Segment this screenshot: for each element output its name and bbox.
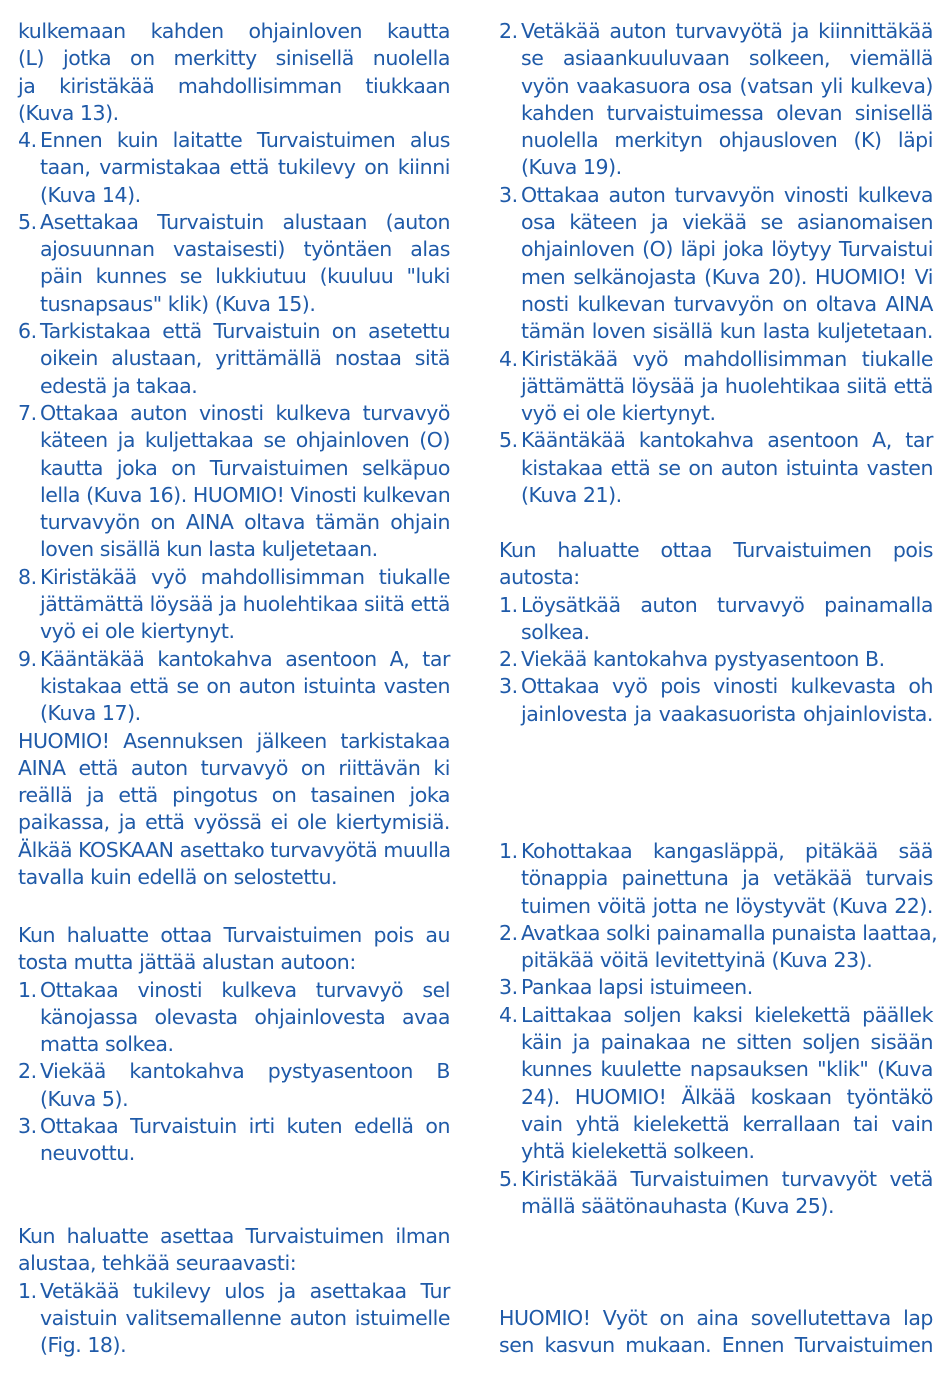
line-text: jainlovesta ja vaakasuorista ohjainlovista.	[521, 701, 933, 726]
text-line	[18, 591, 450, 618]
list-item-line	[18, 400, 450, 427]
line-text: reällä ja että pingotus on tasainen joka	[18, 783, 450, 808]
line-text: (L) jotka on merkitty sinisellä nuolella	[18, 46, 450, 71]
list-item-line	[499, 592, 933, 619]
line-text: känojassa olevasta ohjainlovesta avaa	[40, 1004, 450, 1029]
list-item-line	[18, 1113, 450, 1140]
line-text: HUOMIO! Vyöt on aina sovellutettava lap	[499, 1306, 933, 1330]
line-text: mällä säätönauhasta (Kuva 25).	[521, 1193, 835, 1218]
list-number: 7.	[18, 400, 37, 425]
text-line	[18, 455, 450, 482]
line-text: neuvottu.	[40, 1141, 135, 1166]
list-item-line	[18, 646, 450, 673]
text-line	[18, 755, 450, 782]
text-line	[18, 182, 450, 209]
line-text: kautta joka on Turvaistuimen selkäpuo	[40, 455, 450, 480]
line-text: osa käteen ja viekää se asianomaisen	[521, 210, 933, 235]
line-text: Vetäkää auton turvavyötä ja kiinnittäkää	[521, 19, 933, 43]
left-block-2	[18, 127, 450, 891]
list-number: 1.	[499, 839, 518, 863]
list-item-line	[18, 1278, 450, 1305]
line-text: Löysätkää auton turvavyö painamalla	[521, 592, 933, 617]
text-line	[499, 400, 933, 427]
list-number: 4.	[499, 1002, 518, 1027]
line-text: vyön vaakasuora osa (vatsan yli kulkeva)	[521, 73, 933, 98]
text-line	[18, 482, 450, 509]
line-text: AINA että auton turvavyö on riittävän ki	[18, 755, 450, 780]
line-text: vyö ei ole kiertynyt.	[521, 401, 716, 426]
text-line	[499, 1111, 933, 1138]
text-line	[499, 45, 933, 72]
line-text: solkea.	[521, 619, 590, 644]
text-line	[18, 73, 450, 100]
list-item-line	[499, 182, 933, 209]
line-text: (Kuva 21).	[521, 483, 622, 508]
line-text: taan, varmistakaa että tukilevy on kiinni	[40, 155, 450, 180]
line-text: oikein alustaan, yrittämällä nostaa sitä	[40, 346, 450, 371]
text-line	[18, 345, 450, 372]
left-block-1	[18, 18, 450, 127]
text-line	[18, 782, 450, 809]
left-block-3	[18, 922, 450, 1168]
line-text: alustaa, tehkää seuraavasti:	[18, 1251, 297, 1276]
text-line	[499, 100, 933, 127]
list-number: 6.	[18, 319, 37, 344]
list-item-line	[18, 318, 450, 345]
text-line	[18, 45, 450, 72]
line-text: Viekää kantokahva pystyasentoon B	[40, 1059, 450, 1084]
line-text: ja kiristäkää mahdollisimman tiukkaan	[18, 73, 450, 98]
line-text: Älkää KOSKAAN asettako turvavyötä muulla	[18, 837, 451, 862]
list-number: 3.	[499, 182, 518, 207]
text-line	[18, 100, 450, 127]
text-line	[499, 893, 933, 920]
line-text: kistakaa että se on auton istuinta vasten	[40, 673, 450, 698]
list-number: 5.	[499, 1166, 518, 1191]
line-text: Laittakaa soljen kaksi kielekettä päällek	[521, 1002, 933, 1027]
list-item-line	[499, 18, 933, 45]
line-text: Vetäkää tukilevy ulos ja asettakaa Tur	[40, 1278, 450, 1303]
line-text: nosti kulkevan turvavyön on oltava AINA	[521, 291, 933, 316]
list-item-line	[499, 1166, 933, 1193]
right-block-1	[499, 18, 933, 509]
list-item-line	[18, 1058, 450, 1085]
text-line	[499, 73, 933, 100]
line-text: (Kuva 17).	[40, 701, 141, 726]
line-text: tuimen vöitä jotta ne löystyvät (Kuva 22).	[521, 893, 933, 918]
line-text: tavalla kuin edellä on selostettu.	[18, 865, 338, 890]
text-line	[499, 127, 933, 154]
line-text: men selkänojasta (Kuva 20). HUOMIO! Vi	[521, 264, 933, 289]
line-text: paikassa, ja että vyössä ei ole kiertymisiä.	[18, 810, 450, 835]
line-text: sen kasvun mukaan. Ennen Turvaistuimen	[499, 1333, 933, 1358]
list-number: 1.	[499, 592, 518, 617]
line-text: Kääntäkää kantokahva asentoon A, tar	[521, 428, 933, 453]
line-text: kunnes kuulette napsauksen "klik" (Kuva	[521, 1057, 933, 1082]
text-line	[18, 1086, 450, 1113]
line-text: (Kuva 13).	[18, 100, 119, 125]
text-line	[18, 949, 450, 976]
line-text: lella (Kuva 16). HUOMIO! Vinosti kulkevan	[40, 482, 451, 507]
list-item-line	[18, 127, 450, 154]
text-line	[18, 509, 450, 536]
text-line	[18, 1305, 450, 1332]
left-block-4	[18, 1223, 450, 1359]
text-line	[499, 1056, 933, 1083]
text-line	[18, 373, 450, 400]
line-text: kistakaa että se on auton istuinta vasten	[521, 455, 933, 480]
line-text: 24). HUOMIO! Älkää koskaan työntäkö	[521, 1084, 933, 1109]
list-number: 3.	[18, 1114, 37, 1139]
text-line	[18, 1004, 450, 1031]
text-line	[499, 537, 933, 564]
line-text: (Fig. 18).	[40, 1333, 127, 1358]
list-item-line	[499, 974, 933, 1001]
line-text: kulkemaan kahden ohjainloven kautta	[18, 19, 450, 43]
line-text: tönappia painettuna ja vetäkää turvais	[521, 866, 933, 891]
text-line	[499, 154, 933, 181]
right-block-2	[499, 537, 933, 728]
list-item-line	[18, 209, 450, 236]
text-line	[18, 1332, 450, 1359]
right-block-3	[499, 838, 938, 1220]
line-text: loven sisällä kun lasta kuljetetaan.	[40, 537, 378, 562]
text-line	[499, 291, 933, 318]
list-item-line	[499, 1002, 933, 1029]
text-line	[18, 154, 450, 181]
list-item-line	[18, 977, 450, 1004]
line-text: edestä ja takaa.	[40, 373, 198, 398]
line-text: Viekää kantokahva pystyasentoon B.	[521, 647, 885, 672]
line-text: Kiristäkää vyö mahdollisimman tiukalle	[521, 346, 933, 371]
list-number: 2.	[499, 920, 518, 945]
line-text: Pankaa lapsi istuimeen.	[521, 975, 753, 1000]
text-line	[499, 564, 933, 591]
line-text: (Kuva 5).	[40, 1086, 129, 1111]
text-line	[18, 673, 450, 700]
line-text: tusnapsaus" klik) (Kuva 15).	[40, 291, 316, 316]
text-line	[499, 1193, 933, 1220]
text-line	[18, 700, 450, 727]
list-number: 5.	[499, 428, 518, 453]
text-line	[499, 947, 933, 974]
line-text: vain yhtä kielekettä kerrallaan tai vain	[521, 1111, 933, 1136]
text-line	[18, 837, 450, 864]
list-item-line	[499, 646, 933, 673]
line-text: ajosuunnan vastaisesti) työntäen alas	[40, 237, 450, 262]
line-text: (Kuva 19).	[521, 155, 622, 180]
line-text: Avatkaa solki painamalla punaista laattaa,	[521, 920, 938, 945]
line-text: Kun haluatte ottaa Turvaistuimen pois	[499, 538, 933, 562]
line-text: käin ja painakaa ne sitten soljen sisään	[521, 1030, 933, 1055]
line-text: matta solkea.	[40, 1032, 174, 1057]
text-line	[18, 18, 450, 45]
text-line	[499, 482, 933, 509]
line-text: Kun haluatte asettaa Turvaistuimen ilman	[18, 1224, 450, 1248]
line-text: yhtä kielekettä solkeen.	[521, 1139, 755, 1164]
text-line	[18, 263, 450, 290]
text-line	[18, 1140, 450, 1167]
text-line	[499, 1138, 933, 1165]
line-text: Ottakaa Turvaistuin irti kuten edellä on	[40, 1114, 450, 1139]
text-line	[499, 264, 933, 291]
line-text: turvavyön on AINA oltava tämän ohjain	[40, 510, 450, 535]
list-number: 1.	[18, 1278, 37, 1303]
text-line	[18, 809, 450, 836]
line-text: autosta:	[499, 565, 580, 590]
text-line	[499, 1084, 933, 1111]
line-text: Ottakaa auton vinosti kulkeva turvavyö	[40, 400, 450, 425]
list-number: 4.	[18, 128, 37, 152]
line-text: tosta mutta jättää alustan autoon:	[18, 950, 356, 975]
line-text: jättämättä löysää ja huolehtikaa siitä että	[521, 373, 933, 398]
line-text: Ottakaa vyö pois vinosti kulkevasta oh	[521, 674, 933, 699]
list-number: 2.	[18, 1059, 37, 1084]
text-line	[499, 865, 933, 892]
line-text: se asiaankuuluvaan solkeen, viemällä	[521, 46, 933, 71]
text-line	[499, 236, 933, 263]
line-text: vyö ei ole kiertynyt.	[40, 619, 235, 644]
list-item-line	[499, 838, 933, 865]
line-text: ohjainloven (O) läpi joka löytyy Turvaistui	[521, 237, 933, 262]
line-text: (Kuva 14).	[40, 182, 141, 207]
line-text: jättämättä löysää ja huolehtikaa siitä että	[40, 592, 450, 617]
line-text: Tarkistakaa että Turvaistuin on asetettu	[40, 319, 450, 344]
list-item-line	[499, 673, 933, 700]
text-line	[18, 864, 450, 891]
list-item-line	[499, 346, 933, 373]
text-line	[18, 618, 450, 645]
text-line	[18, 922, 450, 949]
text-line	[18, 1223, 450, 1250]
list-number: 1.	[18, 977, 37, 1002]
right-block-4	[499, 1305, 933, 1360]
line-text: Asettakaa Turvaistuin alustaan (auton	[40, 209, 450, 234]
line-text: Ottakaa vinosti kulkeva turvavyö sel	[40, 977, 450, 1002]
line-text: Kohottakaa kangasläppä, pitäkää sää	[521, 839, 933, 863]
text-line	[499, 701, 933, 728]
line-text: Kun haluatte ottaa Turvaistuimen pois au	[18, 923, 450, 947]
line-text: Kiristäkää vyö mahdollisimman tiukalle	[40, 564, 450, 589]
list-number: 8.	[18, 564, 37, 589]
text-line	[499, 209, 933, 236]
text-line	[18, 291, 450, 318]
text-line	[18, 1031, 450, 1058]
text-line	[18, 236, 450, 263]
line-text: tämän loven sisällä kun lasta kuljetetaan.	[521, 319, 933, 344]
text-line	[499, 318, 933, 345]
list-item-line	[499, 427, 933, 454]
list-number: 3.	[499, 975, 518, 1000]
text-line	[18, 536, 450, 563]
text-line	[499, 1305, 933, 1332]
list-number: 3.	[499, 674, 518, 699]
line-text: Kääntäkää kantokahva asentoon A, tar	[40, 646, 450, 671]
line-text: pitäkää vöitä levitettyinä (Kuva 23).	[521, 948, 873, 973]
line-text: Ottakaa auton turvavyön vinosti kulkeva	[521, 182, 933, 207]
list-item-line	[499, 920, 938, 947]
line-text: nuolella merkityn ohjausloven (K) läpi	[521, 128, 933, 153]
text-line	[499, 373, 933, 400]
line-text: kahden turvaistuimessa olevan sinisellä	[521, 100, 933, 125]
text-line	[499, 1029, 933, 1056]
list-number: 9.	[18, 646, 37, 671]
text-line	[499, 1332, 933, 1359]
text-line	[18, 728, 450, 755]
text-line	[499, 619, 933, 646]
list-number: 4.	[499, 346, 518, 371]
text-line	[18, 1250, 450, 1277]
list-number: 5.	[18, 209, 37, 234]
list-item-line	[18, 564, 450, 591]
line-text: vaistuin valitsemallenne auton istuimelle	[40, 1305, 450, 1330]
text-line	[499, 455, 933, 482]
text-line	[18, 427, 450, 454]
list-number: 2.	[499, 19, 518, 43]
list-number: 2.	[499, 647, 518, 672]
line-text: Ennen kuin laitatte Turvaistuimen alus	[40, 128, 450, 152]
line-text: HUOMIO! Asennuksen jälkeen tarkistakaa	[18, 728, 450, 753]
line-text: Kiristäkää Turvaistuimen turvavyöt vetä	[521, 1166, 933, 1191]
line-text: käteen ja kuljettakaa se ohjainloven (O)	[40, 428, 450, 453]
line-text: päin kunnes se lukkiutuu (kuuluu "luki	[40, 264, 450, 289]
